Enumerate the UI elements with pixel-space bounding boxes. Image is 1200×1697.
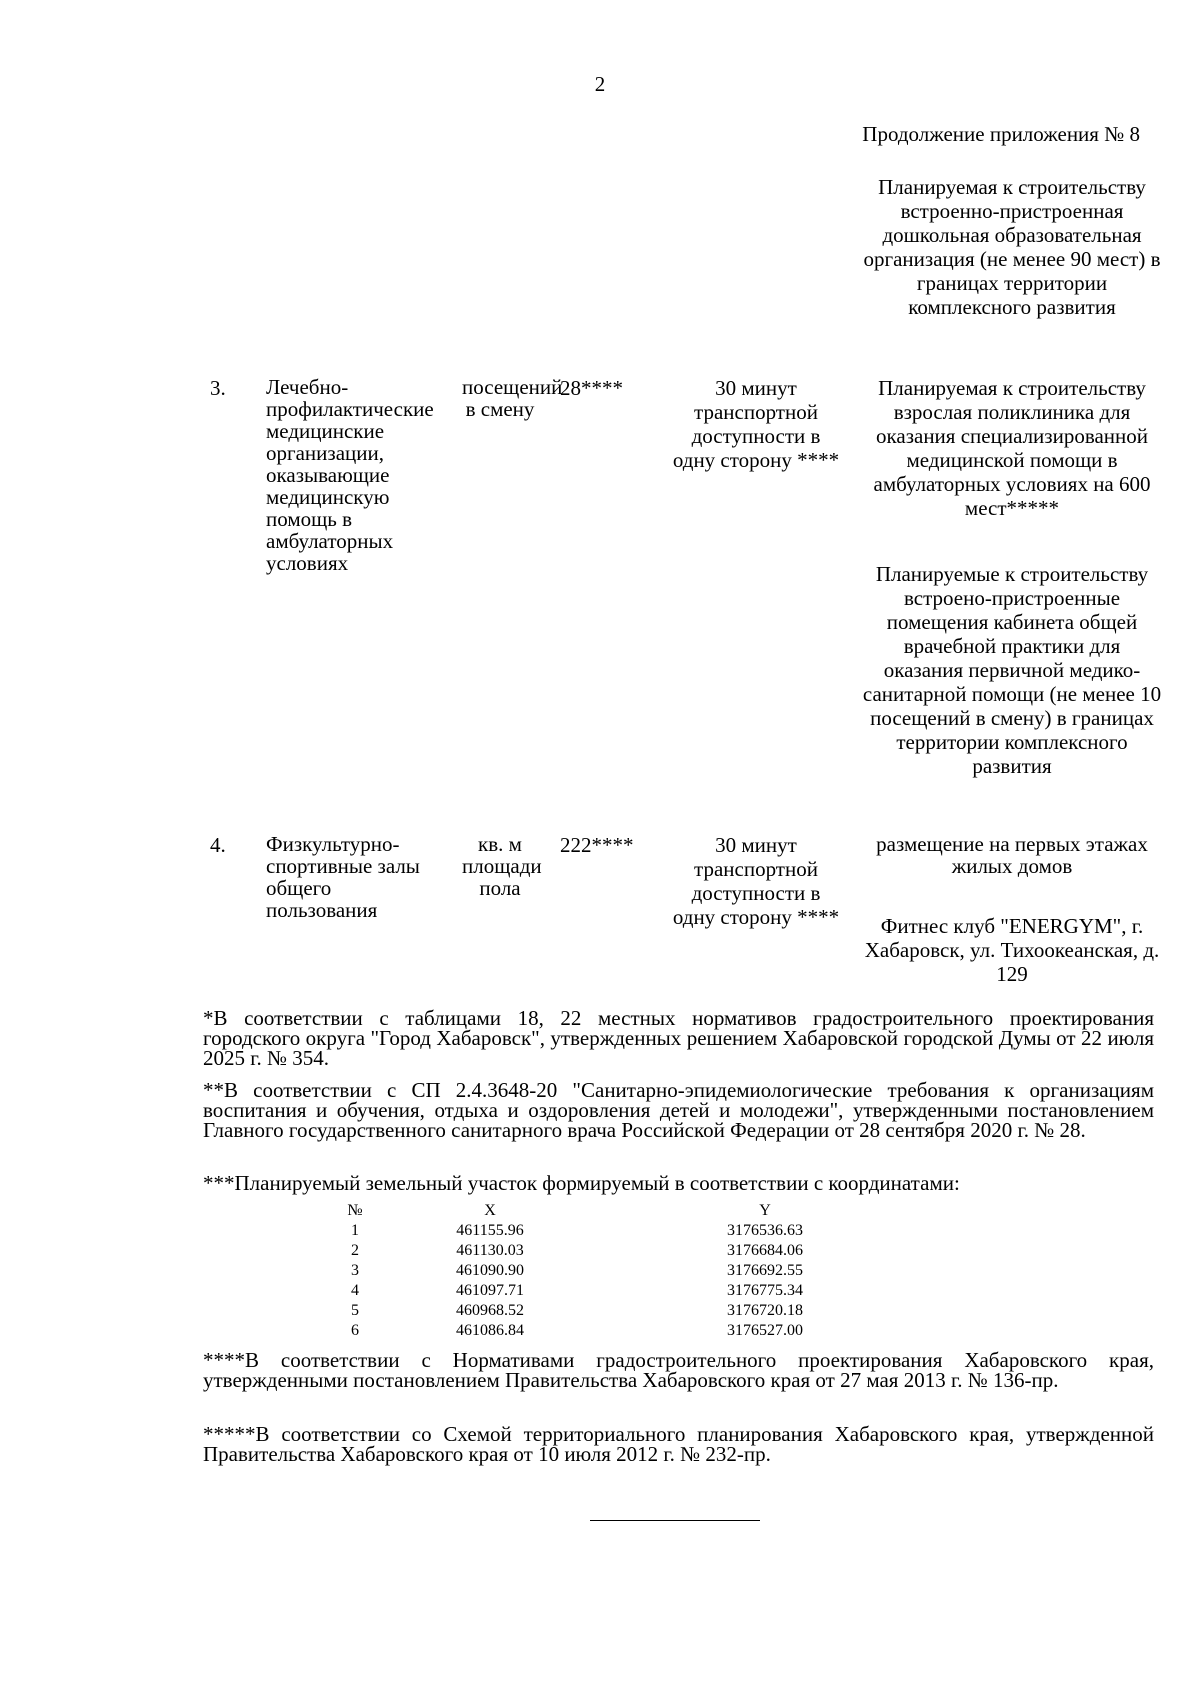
y-coordinate: 3176536.63 xyxy=(727,1222,803,1239)
footnote-3: ***Планируемый земельный участок формируемый в соответствии с координатами: xyxy=(203,1171,960,1195)
footnote-1: *В соответствии с таблицами 18, 22 местных нормативов градостроительного проектирования городского округа "Город Хабаровск", утвержденных решением Хабаровской городской Думы от 22 июля 2025 г. № 354. xyxy=(203,1006,1154,1070)
object-description: Фитнес клуб "ENERGYM", г. Хабаровск, ул. Тихоокеанская, д. 129 xyxy=(864,914,1160,986)
norm-value: 28**** xyxy=(560,376,623,400)
object-description: Планируемые к строительству встроено-пристроенные помещения кабинета общей врачебной практики для оказания первичной медико-санитарной помощи (не менее 10 посещений в смену) в границах территории комплексного развития xyxy=(862,562,1162,778)
footnote-4: ****В соответствии с Нормативами градостроительного проектирования Хабаровского края, утвержденными постановлением Правительства Хабаровского края от 27 мая 2013 г. № 136-пр. xyxy=(203,1348,1154,1392)
accessibility: 30 минут транспортной доступности в одну сторону **** xyxy=(672,376,840,472)
norm-value: 222**** xyxy=(560,833,634,857)
planned-object xyxy=(862,562,1162,778)
point-number: 1 xyxy=(351,1222,359,1239)
table-row xyxy=(320,1261,940,1281)
closing-divider xyxy=(590,1520,760,1521)
x-coordinate: 461090.90 xyxy=(456,1262,524,1279)
y-coordinate: 3176684.06 xyxy=(727,1242,803,1259)
column-header: Y xyxy=(759,1202,771,1219)
planned-object xyxy=(862,914,1162,986)
coordinates-header xyxy=(320,1201,940,1221)
accessibility: 30 минут транспортной доступности в одну сторону **** xyxy=(672,833,840,929)
footnote-5: *****В соответствии со Схемой территориального планирования Хабаровского края, утвержденной Правительства Хабаровского края от 10 июля 2012 г. № 232-пр. xyxy=(203,1422,1154,1466)
y-coordinate: 3176775.34 xyxy=(727,1282,803,1299)
x-coordinate: 460968.52 xyxy=(456,1302,524,1319)
facility-type: Лечебно-профилактические медицинские организации, оказывающие медицинскую помощь в амбулаторных условиях xyxy=(266,375,434,575)
point-number: 2 xyxy=(351,1242,359,1259)
row-number: 3. xyxy=(210,376,226,400)
object-description: размещение на первых этажах жилых домов xyxy=(876,832,1148,878)
coordinates-table xyxy=(320,1201,940,1341)
measure-unit: кв. м площади пола xyxy=(462,832,542,900)
object-description: Планируемая к строительству встроенно-пристроенная дошкольная образовательная организация (не менее 90 мест) в границах территории комплексного развития xyxy=(863,175,1161,319)
planned-object xyxy=(862,376,1162,520)
object-description: Планируемая к строительству взрослая поликлиника для оказания специализированной медицинской помощи в амбулаторных условиях на 600 мест***** xyxy=(873,376,1151,520)
footnote-2: **В соответствии с СП 2.4.3648-20 "Санитарно-эпидемиологические требования к организациям воспитания и обучения, отдыха и оздоровления детей и молодежи", утвержденными постановлением Главного государственного санитарного врача Российской Федерации от 28 сентября 2020 г. № 28. xyxy=(203,1078,1154,1142)
y-coordinate: 3176527.00 xyxy=(727,1322,803,1339)
point-number: 6 xyxy=(351,1322,359,1339)
objects-fragment-top xyxy=(862,175,1162,319)
table-row xyxy=(320,1241,940,1261)
point-number: 5 xyxy=(351,1302,359,1319)
column-header: X xyxy=(484,1202,496,1219)
table-row xyxy=(320,1221,940,1241)
measure-unit: посещений в смену xyxy=(462,375,563,421)
x-coordinate: 461130.03 xyxy=(456,1242,524,1259)
point-number: 3 xyxy=(351,1262,359,1279)
point-number: 4 xyxy=(351,1282,359,1299)
row-number: 4. xyxy=(210,833,226,857)
continuation-title: Продолжение приложения № 8 xyxy=(862,122,1140,146)
x-coordinate: 461155.96 xyxy=(456,1222,524,1239)
y-coordinate: 3176692.55 xyxy=(727,1262,803,1279)
table-row xyxy=(320,1301,940,1321)
page-number: 2 xyxy=(594,72,606,96)
planned-object xyxy=(862,833,1162,877)
table-row xyxy=(320,1281,940,1301)
facility-type: Физкультурно-спортивные залы общего пользования xyxy=(266,832,420,922)
x-coordinate: 461097.71 xyxy=(456,1282,524,1299)
table-row xyxy=(320,1321,940,1341)
column-header: № xyxy=(347,1202,363,1219)
x-coordinate: 461086.84 xyxy=(456,1322,524,1339)
y-coordinate: 3176720.18 xyxy=(727,1302,803,1319)
